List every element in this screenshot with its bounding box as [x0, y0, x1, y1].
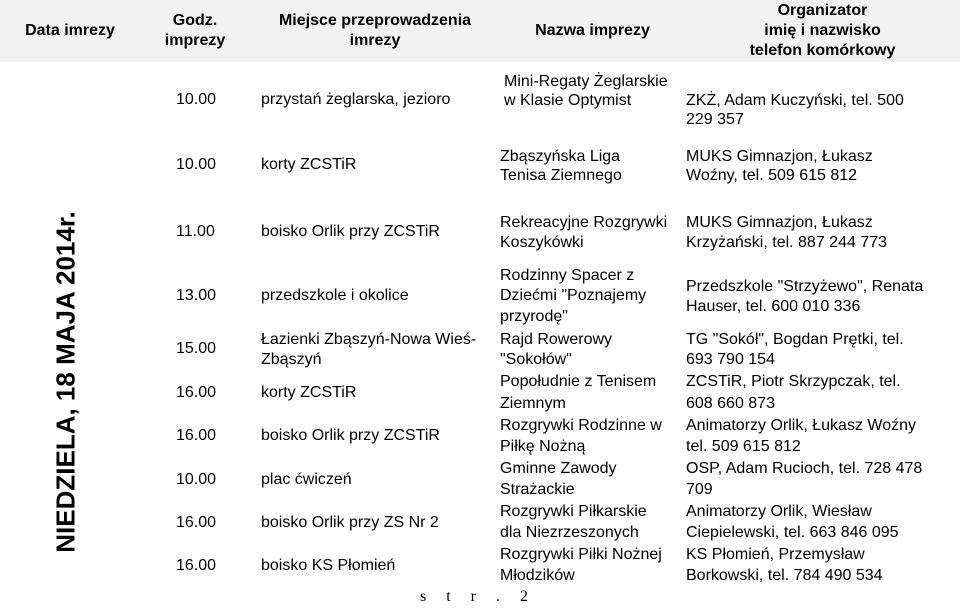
- header-date-label: Data imrezy: [25, 22, 115, 39]
- row-4-name-line2: Dziećmi "Poznajemy: [500, 287, 647, 304]
- row-9-name-line2: dla Niezrzeszonych: [500, 524, 639, 541]
- row-10-name-line2: Młodzików: [500, 567, 575, 584]
- row-1-place: przystań żeglarska, jezioro: [261, 91, 451, 108]
- row-10-name-line1: Rozgrywki Piłki Nożnej: [500, 546, 662, 563]
- row-7-place: boisko Orlik przy ZCSTiR: [261, 427, 440, 444]
- row-10-org-line2: Borkowski, tel. 784 490 534: [686, 567, 883, 584]
- row-6-name-line2: Ziemnym: [500, 395, 566, 412]
- row-5-org-line2: 693 790 154: [686, 351, 775, 368]
- row-4-name-line3: przyrodę": [500, 308, 568, 325]
- row-2-org-line1: MUKS Gimnazjon, Łukasz: [686, 148, 873, 165]
- row-3-name-line1: Rekreacyjne Rozgrywki: [500, 214, 668, 231]
- row-8-name-line1: Gminne Zawody: [500, 460, 617, 477]
- header-name-label: Nazwa imprezy: [535, 22, 650, 39]
- event-date: NIEDZIELA, 18 MAJA 2014r.: [50, 211, 81, 553]
- header-organizer: [685, 0, 960, 62]
- row-3-org-line2: Krzyżański, tel. 887 244 773: [686, 234, 888, 251]
- row-1-time: 10.00: [176, 91, 217, 108]
- row-8-org-line2: 709: [686, 481, 713, 498]
- row-10-place: boisko KS Płomień: [261, 557, 396, 574]
- header-place-line2: imrezy: [349, 32, 401, 49]
- row-7-time: 16.00: [176, 427, 217, 444]
- header-org-line2: imię i nazwisko: [764, 22, 881, 39]
- row-3-name-line2: Koszykówki: [500, 234, 584, 251]
- header-org-line3: telefon komórkowy: [749, 42, 896, 59]
- row-2-name-line2: Tenisa Ziemnego: [500, 167, 622, 184]
- row-10-time: 16.00: [176, 557, 217, 574]
- row-9-name-line1: Rozgrywki Piłkarskie: [500, 503, 647, 520]
- row-1-org-line1: ZKŻ, Adam Kuczyński, tel. 500: [686, 92, 904, 109]
- row-2-org-line2: Woźny, tel. 509 615 812: [686, 167, 858, 184]
- row-5-place-line1: Łazienki Zbąszyń-Nowa Wieś-: [261, 331, 477, 348]
- row-8-place: plac ćwiczeń: [261, 471, 352, 488]
- row-6-place: korty ZCSTiR: [261, 384, 357, 401]
- header-time: [140, 0, 250, 62]
- row-8-org-line1: OSP, Adam Rucioch, tel. 728 478: [686, 460, 923, 477]
- row-1-name-line2: w Klasie Optymist: [504, 92, 632, 109]
- row-8-name-line2: Strażackie: [500, 481, 575, 498]
- row-7-name-line1: Rozgrywki Rodzinne w: [500, 417, 662, 434]
- header-place-line1: Miejsce przeprowadzenia: [278, 12, 472, 29]
- row-3-time: 11.00: [176, 223, 215, 240]
- row-9-time: 16.00: [176, 514, 217, 531]
- row-4-time: 13.00: [176, 287, 217, 304]
- row-4-name-line1: Rodzinny Spacer z: [500, 267, 635, 284]
- row-7-org-line2: tel. 509 615 812: [686, 438, 801, 455]
- row-7-org-line1: Animatorzy Orlik, Łukasz Woźny: [686, 417, 916, 434]
- row-3-place: boisko Orlik przy ZCSTiR: [261, 223, 440, 240]
- row-6-time: 16.00: [176, 384, 217, 401]
- header-time-line2: imprezy: [164, 32, 226, 49]
- row-1-org-line2: 229 357: [686, 111, 744, 128]
- row-10-org-line1: KS Płomień, Przemysław: [686, 546, 865, 563]
- date-column: [0, 62, 132, 612]
- header-org-line1: Organizator: [777, 2, 868, 19]
- row-4-place: przedszkole i okolice: [261, 287, 409, 304]
- row-4-org-line2: Hauser, tel. 600 010 336: [686, 298, 861, 315]
- row-2-time: 10.00: [176, 156, 217, 173]
- row-3-org-line1: MUKS Gimnazjon, Łukasz: [686, 214, 873, 231]
- row-9-org-line1: Animatorzy Orlik, Wiesław: [686, 503, 872, 520]
- row-4-org-line1: Przedszkole "Strzyżewo", Renata: [686, 278, 924, 295]
- header-date: [0, 0, 140, 62]
- row-6-name-line1: Popołudnie z Tenisem: [500, 373, 657, 390]
- row-5-name-line2: "Sokołów": [500, 351, 572, 368]
- row-5-place-line2: Zbąszyń: [261, 351, 322, 368]
- row-2-name-line1: Zbąszyńska Liga: [500, 148, 621, 165]
- row-6-org-line2: 608 660 873: [686, 395, 775, 412]
- page-number: s t r . 2: [420, 588, 536, 605]
- row-9-org-line2: Ciepielewski, tel. 663 846 095: [686, 524, 899, 541]
- row-5-org-line1: TG "Sokół", Bogdan Prętki, tel.: [686, 331, 904, 348]
- header-time-line1: Godz.: [172, 12, 218, 29]
- row-5-time: 15.00: [176, 340, 217, 357]
- header-place: [250, 0, 500, 62]
- row-9-place: boisko Orlik przy ZS Nr 2: [261, 514, 439, 531]
- row-2-place: korty ZCSTiR: [261, 156, 357, 173]
- row-1-name-line1: Mini-Regaty Żeglarskie: [504, 73, 668, 90]
- header-name: [500, 0, 685, 62]
- row-8-time: 10.00: [176, 471, 217, 488]
- row-5-name-line1: Rajd Rowerowy: [500, 331, 613, 348]
- row-7-name-line2: Piłkę Nożną: [500, 438, 586, 455]
- row-6-org-line1: ZCSTiR, Piotr Skrzypczak, tel.: [686, 373, 901, 390]
